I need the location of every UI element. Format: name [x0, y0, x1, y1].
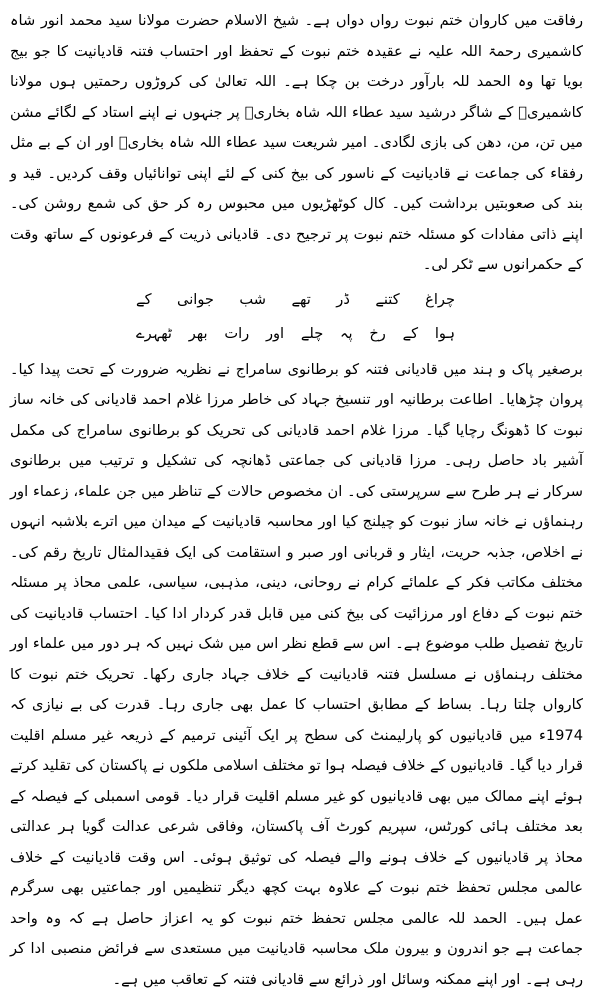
- couplet-word: رخ: [369, 317, 385, 351]
- couplet-line-2: [10, 317, 583, 351]
- couplet-word: ٹھہرے: [136, 317, 172, 351]
- couplet-word: چلے: [301, 317, 323, 351]
- couplet-line-1: [10, 283, 583, 317]
- couplet-word: جوانی: [177, 283, 214, 317]
- couplet-word: پہ: [340, 317, 353, 351]
- couplet-word: ہوا: [435, 317, 455, 351]
- couplet-word: ڈر: [336, 283, 350, 317]
- couplet-word: بھر: [189, 317, 208, 351]
- poetry-couplet: [10, 283, 583, 351]
- couplet-word: شب: [239, 283, 266, 317]
- couplet-word: کے: [403, 317, 419, 351]
- paragraph-history: برصغیر پاک و ہند میں قادیانی فتنہ کو برطانوی سامراج نے نظریہ ضرورت کے تحت پیدا کیا۔ پروان چڑھایا۔ اطاعت برطانیہ اور تنسیخ جہاد کی خاطر مرزا غلام احمد قادیانی کی خانہ ساز نبوت کا ڈھونگ رچایا گیا۔ مرزا غلام احمد قادیانی کی تحریک کو برطانوی سامراج کی مکمل آشیر باد حاصل رہی۔ مرزا قادیانی کی جماعتی ڈھانچہ کی تشکیل و ترتیب میں برطانوی سرکار نے ہر طرح سے سرپرستی کی۔ ان مخصوص حالات کے تناظر میں جن علماء، زعماء اور رہنماؤں نے خانہ ساز نبوت کو چیلنج کیا اور محاسبہ قادیانیت کے میدان میں اترے بلاشبہ انہوں نے اخلاص، جذبہ حریت، ایثار و قربانی اور صبر و استقامت کی ایک فقیدالمثال تاریخ رقم کی۔ مختلف مکاتب فکر کے علمائے کرام نے روحانی، دینی، مذہبی، سیاسی، علمی محاذ پر مسئلہ ختم نبوت کے دفاع اور مرزائیت کی بیخ کنی میں قابل قدر کردار ادا کیا۔ احتساب قادیانیت کی تاریخ تفصیل طلب موضوع ہے۔ اس سے قطع نظر اس میں شک نہیں کہ ہر دور میں علماء اور مختلف رہنماؤں نے مسلسل فتنہ قادیانیت کے خلاف جہاد جاری رکھا۔ تحریک ختم نبوت کا کارواں چلتا رہا۔ بساط کے مطابق احتساب کا عمل بھی جاری رہا۔ قدرت کی بے نیازی کہ 1974ء میں قادیانیوں کو پارلیمنٹ کی سطح پر ایک آئینی ترمیم کے ذریعہ غیر مسلم اقلیت قرار دیا گیا۔ قادیانیوں کے خلاف فیصلہ ہوا تو مختلف اسلامی ملکوں نے پاکستان کی تقلید کرتے ہوئے اپنے ممالک میں بھی قادیانیوں کو غیر مسلم اقلیت قرار دیا۔ قومی اسمبلی کے فیصلہ کے بعد مختلف ہائی کورٹس، سپریم کورٹ آف پاکستان، وفاقی شرعی عدالت گویا ہر عدالتی محاذ پر قادیانیوں کے خلاف ہونے والے فیصلہ کی توثیق ہوئی۔ اس وقت قادیانیت کے خلاف عالمی مجلس تحفظ ختم نبوت کے علاوہ بہت کچھ دیگر تنظیمیں اور جماعتیں بھی سرگرم عمل ہیں۔ الحمد للہ عالمی مجلس تحفظ ختم نبوت کو یہ اعزاز حاصل ہے کہ وہ واحد جماعت ہے جو اندرون و بیرون ملک محاسبہ قادیانیت میں مستعدی سے فرائض منصبی ادا کر رہی ہے۔ اور اپنے ممکنہ وسائل اور ذرائع سے قادیانی فتنہ کے تعاقب میں ہے۔: [10, 355, 583, 995]
- couplet-word: تھے: [291, 283, 310, 317]
- couplet-word: کتنے: [375, 283, 399, 317]
- couplet-word: چراغ: [425, 283, 455, 317]
- couplet-word: اور: [266, 317, 284, 351]
- couplet-word: رات: [224, 317, 249, 351]
- paragraph-intro: رفاقت میں کاروان ختم نبوت رواں دواں ہے۔ شیخ الاسلام حضرت مولانا سید محمد انور شاہ کاشمیری رحمۃ اللہ علیہ نے عقیدہ ختم نبوت کے تحفظ اور احتساب فتنہ قادیانیت کا جو بیج بویا تھا وہ الحمد للہ بارآور درخت بن چکا ہے۔ اللہ تعالیٰ کی کروڑوں رحمتیں ہوں مولانا کاشمیریؒ کے شاگر درشید سید عطاء اللہ شاہ بخاریؒ پر جنہوں نے اپنے استاد کے لگائے مشن میں تن، من، دھن کی بازی لگادی۔ امیر شریعت سید عطاء اللہ شاہ بخاریؒ اور ان کے بے مثل رفقاء کی جماعت نے قادیانیت کے ناسور کی بیخ کنی کے لئے اپنی توانائیاں وقف کردیں۔ قید و بند کی صعوبتیں برداشت کیں۔ کال کوٹھڑیوں میں محبوس رہ کر حق کی شمع روشن کی۔ اپنے ذاتی مفادات کو مسئلہ ختم نبوت پر ترجیح دی۔ قادیانی ذریت کے فرعونوں کے ساتھ وقت کے حکمرانوں سے ٹکر لی۔: [10, 6, 583, 281]
- couplet-word: کے: [136, 283, 152, 317]
